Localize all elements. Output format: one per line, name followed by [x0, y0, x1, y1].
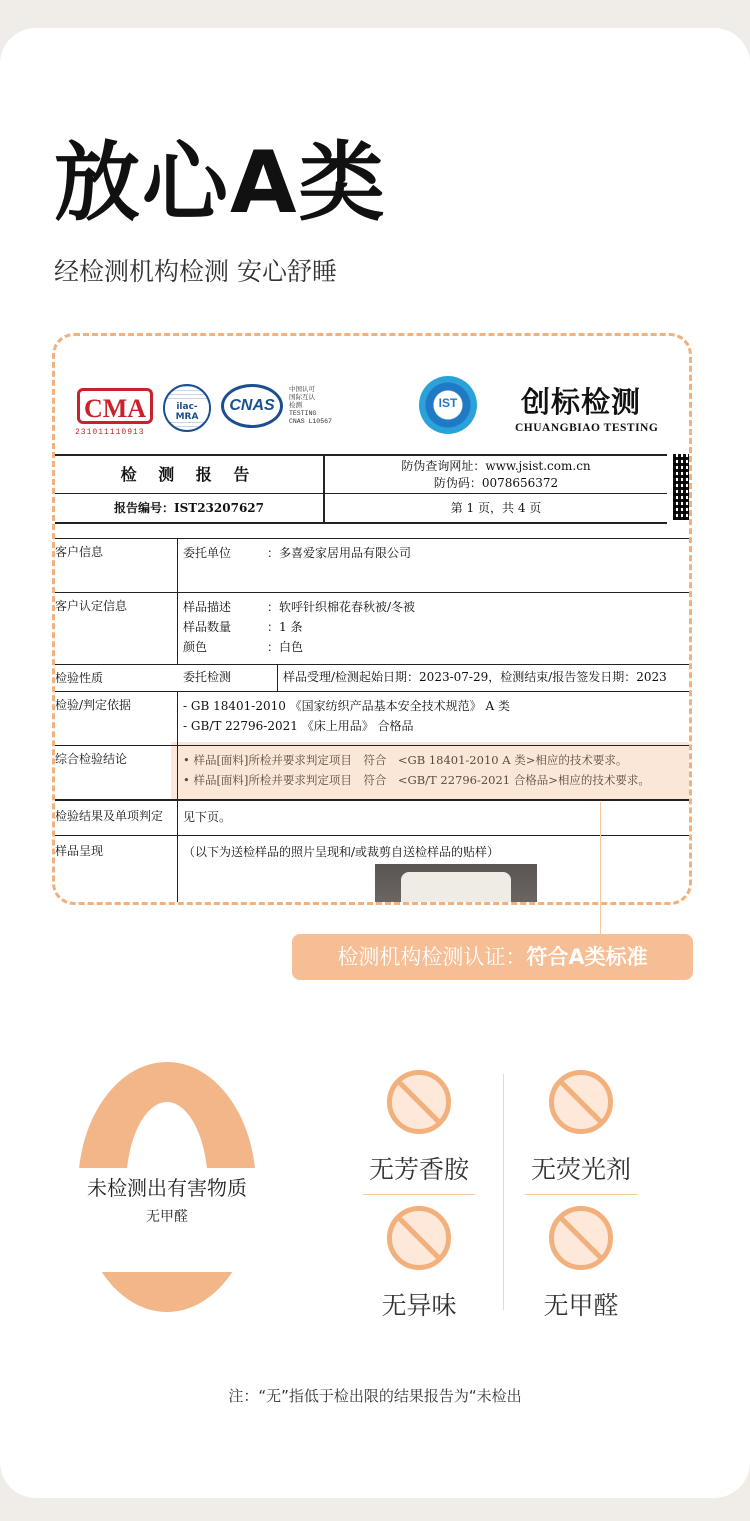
- cnas-caption: [289, 386, 349, 426]
- result-label: 检验结果及单项判定: [55, 809, 164, 823]
- basis-values: [183, 696, 510, 736]
- no-symbol-icon: [387, 1206, 451, 1270]
- page-title: 放心A类: [54, 133, 387, 233]
- row-result: [55, 799, 692, 835]
- certification-logos: [73, 376, 683, 456]
- verification-info: [325, 458, 667, 494]
- qr-code: [673, 454, 692, 520]
- row-conclusion: [55, 745, 692, 799]
- lab-name-en: CHUANGBIAO TESTING: [515, 422, 659, 434]
- client-value: 委托单位 ：多喜爱家居用品有限公司: [183, 546, 412, 560]
- label-column-divider: [177, 538, 178, 664]
- cma-number: 231011110913: [75, 428, 145, 437]
- conclusion-values: [183, 750, 650, 790]
- footnote: 注：“无”指低于检出限的结果报告为“未检出: [228, 1387, 522, 1405]
- page-subtitle: 经检测机构检测 安心舒睡: [54, 257, 337, 286]
- row-basis: [55, 691, 692, 745]
- ist-label: IST: [438, 396, 458, 410]
- row-sample-photo: [55, 835, 692, 905]
- client-label: 客户信息: [55, 545, 104, 559]
- result-value: 见下页。: [183, 810, 232, 824]
- feature-underline: [363, 1194, 475, 1195]
- conclusion-line-2: • 样品[面料]所检并要求判定项目 符合 <GB/T 22796-2021 合格品>相应的技术要求。: [183, 773, 650, 787]
- no-symbol-icon: [387, 1070, 451, 1134]
- sample-description: 样品描述 ：软呼针织棉花春秋被/冬被: [183, 600, 416, 614]
- cnas-logo: CNAS: [221, 384, 283, 428]
- sample-photo: [375, 864, 537, 905]
- zero-title: 未检测出有害物质: [87, 1176, 247, 1200]
- row-nature: [55, 664, 692, 691]
- nature-divider: [277, 665, 278, 692]
- certification-badge: [292, 934, 693, 980]
- feature-no-formaldehyde: [506, 1206, 656, 1322]
- ilac-mra-logo: [163, 384, 211, 432]
- anti-fake-code: 防伪码：0078656372: [433, 476, 559, 490]
- photo-label: 样品呈现: [55, 844, 104, 858]
- basis-label: 检验/判定依据: [55, 698, 132, 712]
- page-info: 第 1 页，共 4 页: [450, 501, 542, 515]
- photo-note: （以下为送检样品的照片呈现和/或裁剪自送检样品的贴样）: [183, 845, 500, 859]
- cnas-caption-line: TESTING: [289, 410, 317, 417]
- test-report-certificate: [52, 333, 692, 905]
- feature-no-odor: [344, 1206, 494, 1322]
- nature-value: 委托检测: [183, 670, 232, 684]
- confirm-label: 客户认定信息: [55, 599, 128, 613]
- cnas-caption-line: CNAS L10567: [289, 418, 332, 425]
- report-header-table: [55, 454, 667, 524]
- feature-label: 无荧光剂: [530, 1155, 631, 1184]
- basis-standard-2: - GB/T 22796-2021 《床上用品》 合格品: [183, 719, 414, 733]
- badge-emphasis: 符合A类标准: [526, 945, 648, 969]
- row-client: [55, 538, 692, 592]
- cnas-caption-line: 检测: [289, 402, 302, 409]
- nature-label: 检验性质: [55, 671, 104, 685]
- cnas-caption-line: 国际互认: [289, 394, 315, 401]
- cma-logo: CMA: [77, 388, 153, 424]
- feature-label: 无异味: [381, 1291, 457, 1320]
- query-site: 防伪查询网址：www.jsist.com.cn: [401, 459, 591, 473]
- feature-no-aromatic-amine: [344, 1070, 494, 1195]
- zero-subtitle: 无甲醛: [146, 1209, 188, 1225]
- feature-label: 无芳香胺: [368, 1155, 469, 1184]
- cnas-caption-line: 中国认可: [289, 386, 315, 393]
- badge-prefix: 检测机构检测认证：: [337, 945, 527, 969]
- feature-divider: [503, 1074, 504, 1310]
- sample-quantity: 样品数量 ：1 条: [183, 620, 303, 634]
- conclusion-label: 综合检验结论: [55, 752, 128, 766]
- report-detail-table: [55, 538, 692, 905]
- report-title: 检 测 报 告: [55, 456, 325, 494]
- ist-logo: [419, 376, 477, 434]
- callout-line: [600, 802, 601, 934]
- report-number: 报告编号：IST23207627: [55, 494, 325, 522]
- ilac-label: ilac-MRA: [165, 402, 209, 422]
- confirm-values: [183, 597, 415, 657]
- row-client-confirm: [55, 592, 692, 664]
- no-symbol-icon: [549, 1206, 613, 1270]
- nature-dates: 样品受理/检测起始日期：2023-07-29，检测结束/报告签发日期：2023: [283, 670, 667, 684]
- no-symbol-icon: [549, 1070, 613, 1134]
- basis-standard-1: - GB 18401-2010 《国家纺织产品基本安全技术规范》 A 类: [183, 699, 510, 713]
- sample-color: 颜色 ：白色: [183, 640, 304, 654]
- conclusion-line-1: • 样品[面料]所检并要求判定项目 符合 <GB 18401-2010 A 类>相应的技术要求。: [183, 753, 628, 767]
- feature-underline: [525, 1194, 637, 1195]
- label-column-divider-lower: [177, 691, 178, 905]
- lab-name-cn: 创标检测: [521, 385, 642, 419]
- feature-label: 无甲醛: [543, 1291, 619, 1320]
- quilt-image: [401, 872, 511, 905]
- feature-no-fluorescent: [506, 1070, 656, 1195]
